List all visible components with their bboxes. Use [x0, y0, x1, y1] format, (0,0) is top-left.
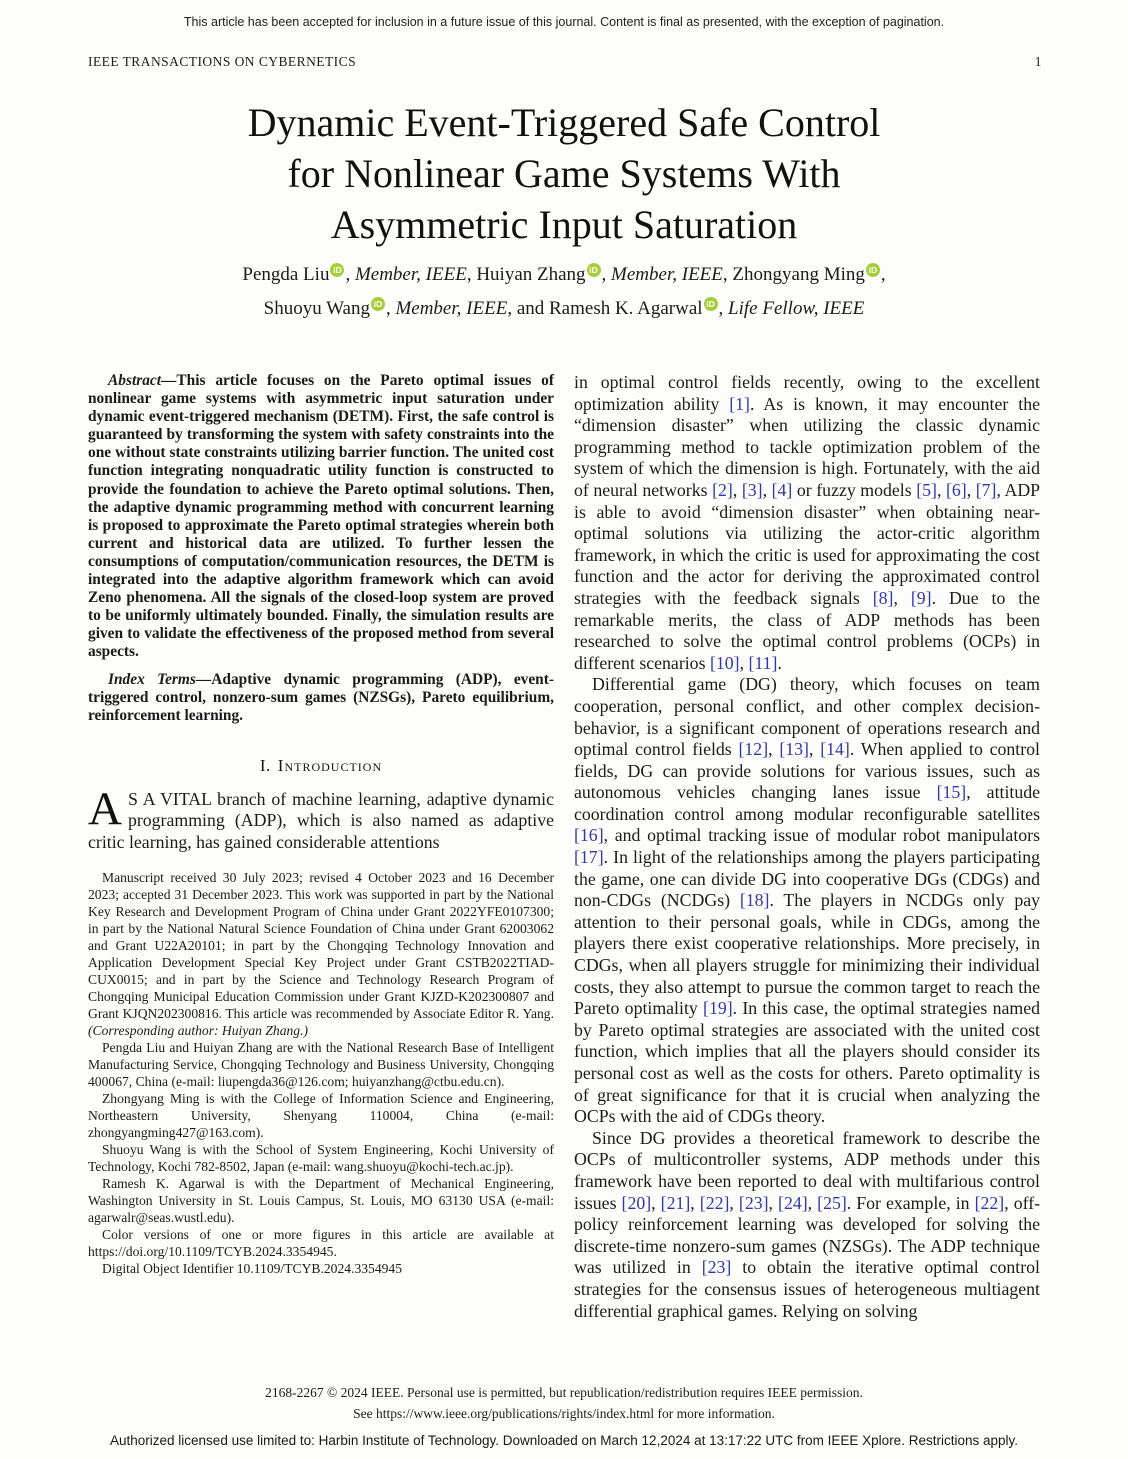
citation-link[interactable]: [5] [916, 479, 937, 500]
author-name: , [718, 298, 729, 319]
author-membership: Member, IEEE [354, 264, 467, 285]
author-membership: Member, IEEE [395, 298, 508, 319]
body-paragraph: Differential game (DG) theory, which focuses on team cooperation, personal conflict, and other complex decision-behavior, is a significant component of operations research and optimal control fields [12], [13], [14]. When applied to control fields, DG can provide solutions for various issues, such as autonomous vehicles changing lanes issue [15], attitude coordination control among modular reconfigurable satellites [16], and optimal tracking issue of modular robot manipulators [17]. In light of the relationships among the players participating the game, one can divide DG into cooperative DGs (CDGs) and non-CDGs (NCDGs) [18]. The players in NCDGs only pay attention to their personal goals, while in CDGs, among the players there exist cooperative relationships. More precisely, in CDGs, when all players struggle for minimizing their individual costs, they also attempt to pursue the common target to reach the Pareto optimality [19]. In this case, the optimal strategies named by Pareto optimal strategies are associated with the united cost function, which implies that all the players should consider its personal cost as well as the costs for others. Pareto optimality is of great significance for that it is crucial when analyzing the OCPs with the aid of CDGs theory. [574, 674, 1040, 1127]
section-number: I. [259, 755, 271, 775]
acceptance-notice: This article has been accepted for inclusion in a future issue of this journal. Content is final as presented, with the exception of pagination. [183, 15, 945, 29]
section-heading [88, 756, 554, 776]
author-name: , Zhongyang Ming [722, 264, 865, 285]
footnote: Zhongyang Ming is with the College of Information Science and Engineering, Northeastern University, Shenyang 110004, China (e-mail: zhongyangming427@163.com). [88, 1090, 554, 1140]
left-column [88, 372, 554, 1322]
body-paragraph: in optimal control fields recently, owing to the excellent optimization ability [1]. As is known, it may encounter the “dimension disaster” when utilizing the classic dynamic programming method to tackle optimization problem of the system of which the dimension is high. Fortunately, with the aid of neural networks [2], [3], [4] or fuzzy models [5], [6], [7], ADP is able to avoid “dimension disaster” when obtaining near-optimal solutions via utilizing the actor-critic algorithm framework, in which the critic is used for approximating the cost function and the actor for deriving the approximated control strategies with the feedback signals [8], [9]. Due to the remarkable merits, the class of ADP methods has been researched to solve the optimal control problems (OCPs) in different scenarios [10], [11]. [574, 372, 1041, 673]
corresponding-author-note: (Corresponding author: Huiyan Zhang.) [88, 1022, 309, 1038]
author-name: , Huiyan Zhang [466, 264, 586, 285]
citation-link[interactable]: [21] [660, 1192, 691, 1213]
author-name: , [345, 264, 355, 285]
citation-link[interactable]: [14] [820, 739, 850, 760]
citation-link[interactable]: [23] [701, 1257, 732, 1278]
footnote: Shuoyu Wang is with the School of System Engineering, Kochi University of Technology, Kochi 782-8502, Japan (e-mail: wang.shuoyu@kochi-tech.ac.jp). [88, 1141, 554, 1174]
paper-title-line: for Nonlinear Game Systems With [287, 151, 841, 196]
citation-link[interactable]: [19] [703, 998, 733, 1019]
body-paragraph: Since DG provides a theoretical framework to describe the OCPs of multicontroller systems, ADP methods under this framework have been reported to deal with multifarious control issues [20], [21], [22], [23], [24], [25]. For example, in [22], off-policy reinforcement learning was developed for solving the discrete-time nonzero-sum games (NZSGs). The ADP technique was utilized in [23] to obtain the iterative optimal control strategies for the consensus issues of heterogeneous multiagent differential graphical games. Relying on solving [574, 1127, 1041, 1321]
page-number: 1 [1034, 54, 1042, 69]
orcid-icon[interactable]: iD [330, 263, 344, 277]
citation-link[interactable]: [4] [771, 479, 793, 500]
authors-line [0, 258, 1128, 292]
footer [0, 1382, 1128, 1424]
footnote: Manuscript received 30 July 2023; revised 4 October 2023 and 16 December 2023; accepted 31 December 2023. This work was supported in part by the National Key Research and Development Program of China under Grant 2022YFE0107300; in part by the National Natural Science Foundation of China under Grant 62003062 and Grant U22A20101; in part by the Chongqing Technology Innovation and Application Development Special Key Project under Grant CSTB2022TIAD-CUX0015; and in part by the Science and Technology Research Program of Chongqing Municipal Education Commission under Grant KJZD-K202300807 and Grant KJQN202300816. This article was recommended by Associate Editor R. Yang. (Corresponding author: Huiyan Zhang.) [88, 869, 554, 1038]
two-column-body [88, 372, 1040, 1322]
author-name: , and Ramesh K. Agarwal [507, 298, 703, 319]
abstract-text: This article focuses on the Pareto optimal issues of nonlinear game systems with asymmetric input saturation under dynamic event-triggered mechanism (DETM). First, the safe control is guaranteed by transforming the system with safety constraints into the one without state constraints utilizing barrier function. The united cost function integrating nonquadratic utility function is constructed to provide the foundation to achieve the Pareto optimal solutions. Then, the adaptive dynamic programming method with concurrent learning is proposed to approximate the Pareto optimal strategies wherein both current and historical data are utilized. To further lessen the consumptions of computation/communication resources, the DETM is integrated into the adaptive algorithm framework which can avoid Zeno phenomena. All the signals of the closed-loop system are proved to be uniformly ultimately bounded. Finally, the simulation results are given to validate the effectiveness of the proposed method from several aspects. [88, 372, 554, 661]
author-name: Pengda Liu [242, 264, 330, 285]
citation-link[interactable]: [25] [817, 1192, 847, 1213]
citation-link[interactable]: [15] [936, 782, 967, 803]
orcid-icon[interactable]: iD [704, 297, 718, 311]
paper-title [50, 97, 1078, 250]
orcid-icon[interactable]: iD [587, 263, 601, 277]
author-name: , [880, 264, 886, 285]
citation-link[interactable]: [22] [974, 1192, 1005, 1213]
footnote: Digital Object Identifier 10.1109/TCYB.2024.3354945 [102, 1260, 403, 1276]
citation-link[interactable]: [23] [738, 1192, 769, 1213]
authors-line [0, 292, 1128, 326]
intro-text: S A VITAL branch of machine learning, adaptive dynamic programming (ADP), which is also named as adaptive critic learning, has gained considerable attentions [88, 788, 554, 852]
footnote-block [88, 869, 554, 1277]
author-membership: Member, IEEE [611, 264, 723, 285]
footnote: Color versions of one or more figures in this article are available at https://doi.org/10.1109/TCYB.2024.3354945. [88, 1226, 554, 1259]
section-title: Introduction [277, 755, 383, 775]
citation-link[interactable]: [1] [729, 393, 750, 414]
drop-cap: A [88, 782, 122, 835]
intro-paragraph [88, 782, 554, 854]
rights-url-line: See https://www.ieee.org/publications/rights/index.html for more information. [353, 1406, 775, 1421]
citation-link[interactable]: [13] [779, 739, 809, 760]
index-terms-text: Adaptive dynamic programming (ADP), event-triggered control, nonzero-sum games (NZSGs), Pareto equilibrium, reinforcement learning. [88, 670, 554, 724]
citation-link[interactable]: [12] [738, 739, 769, 760]
running-head [88, 54, 1042, 70]
author-name: , [601, 264, 612, 285]
citation-link[interactable]: [8] [872, 587, 894, 608]
footnote: Pengda Liu and Huiyan Zhang are with the National Research Base of Intelligent Manufacturing Service, Chongqing Technology and Business University, Chongqing 400067, China (e-mail: liupengda36@126.com; huiyanzhang@ctbu.edu.cn). [88, 1039, 554, 1089]
journal-name: IEEE TRANSACTIONS ON CYBERNETICS [88, 54, 357, 69]
footnote: Ramesh K. Agarwal is with the Department of Mechanical Engineering, Washington University in St. Louis Campus, St. Louis, MO 63130 USA (e-mail: agarwalr@seas.wustl.edu). [88, 1175, 554, 1225]
right-column [574, 372, 1040, 1322]
citation-link[interactable]: [10] [709, 652, 740, 673]
abstract-label: Abstract— [108, 372, 177, 389]
citation-link[interactable]: [6] [945, 479, 967, 500]
orcid-icon[interactable]: iD [866, 263, 880, 277]
citation-link[interactable]: [2] [712, 479, 733, 500]
citation-link[interactable]: [17] [574, 847, 604, 868]
paper-title-line: Asymmetric Input Saturation [330, 202, 798, 247]
abstract-paragraph [88, 372, 554, 662]
citation-link[interactable]: [7] [975, 479, 997, 500]
issn-copyright-line: 2168-2267 © 2024 IEEE. Personal use is permitted, but republication/redistribution requires IEEE permission. [265, 1385, 863, 1400]
license-notice: Authorized licensed use limited to: Harbin Institute of Technology. Downloaded on March 12,2024 at 13:17:22 UTC from IEEE Xplore. Restrictions apply. [110, 1433, 1018, 1448]
paper-title-line: Dynamic Event-Triggered Safe Control [247, 100, 881, 145]
author-membership: Life Fellow, IEEE [728, 298, 865, 319]
citation-link[interactable]: [24] [778, 1192, 808, 1213]
index-terms-label: Index Terms— [108, 670, 212, 688]
citation-link[interactable]: [9] [910, 587, 932, 608]
citation-link[interactable]: [3] [741, 479, 763, 500]
citation-link[interactable]: [20] [621, 1192, 652, 1213]
citation-link[interactable]: [22] [699, 1192, 730, 1213]
index-terms-paragraph [88, 671, 554, 725]
citation-link[interactable]: [18] [739, 890, 770, 911]
citation-link[interactable]: [16] [574, 825, 604, 846]
author-name: Shuoyu Wang [263, 298, 370, 319]
authors-list [0, 258, 1128, 326]
orcid-icon[interactable]: iD [371, 297, 385, 311]
author-name: , [385, 298, 396, 319]
citation-link[interactable]: [11] [748, 652, 778, 673]
